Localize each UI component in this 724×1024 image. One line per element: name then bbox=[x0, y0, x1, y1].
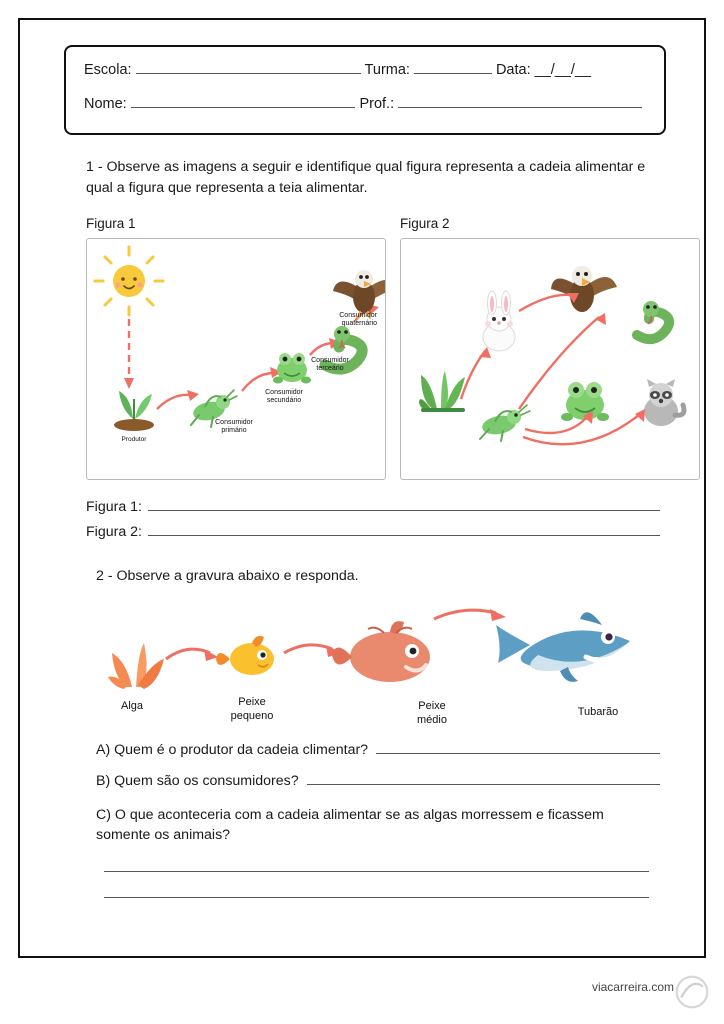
chain-label-tubarao: Tubarão bbox=[577, 705, 619, 718]
site-credit: viacarreira.com bbox=[591, 980, 674, 994]
question-2a-answer-line[interactable] bbox=[376, 741, 660, 754]
caption-secundario-l2: secundário bbox=[266, 397, 302, 405]
question-2a-row bbox=[96, 741, 666, 758]
figure-2-box bbox=[400, 238, 700, 480]
shark-icon bbox=[496, 612, 630, 682]
nome-input-line[interactable] bbox=[131, 95, 356, 108]
small-fish-icon bbox=[216, 636, 274, 675]
figura-1-answer-row bbox=[86, 498, 666, 515]
turma-input-line[interactable] bbox=[414, 61, 492, 74]
header-row-2 bbox=[84, 95, 646, 112]
prof-input-line[interactable] bbox=[398, 95, 642, 108]
eagle-icon-2 bbox=[551, 266, 617, 312]
prof-label: Prof.: bbox=[359, 96, 395, 112]
student-header-box bbox=[64, 45, 666, 135]
chain-label-peixe-pequeno-l2: pequeno bbox=[230, 709, 274, 722]
figura-2-answer-label: Figura 2: bbox=[86, 524, 142, 541]
chain-label-peixe-pequeno-l1: Peixe bbox=[238, 695, 266, 708]
figura-1-label: Figura 1 bbox=[86, 216, 136, 232]
figura-1-answer-label: Figura 1: bbox=[86, 499, 142, 516]
caption-terciario-l1: Consumidor bbox=[311, 357, 349, 365]
figure-2-illustration bbox=[401, 239, 699, 479]
plant-icon bbox=[114, 391, 154, 431]
escola-input-line[interactable] bbox=[136, 61, 361, 74]
rabbit-icon bbox=[483, 291, 515, 351]
question-2b-answer-line[interactable] bbox=[307, 772, 660, 785]
nome-label: Nome: bbox=[84, 96, 127, 112]
brand-logo-icon bbox=[674, 974, 710, 1010]
question-1-text: 1 - Observe as imagens a seguir e identifique qual figura representa a cadeia alimentar e qual a figura que representa a teia alimentar. bbox=[86, 159, 646, 196]
question-2c-answer-line-2[interactable] bbox=[104, 884, 649, 898]
question-2b-row bbox=[96, 772, 666, 789]
escola-label: Escola: bbox=[84, 62, 132, 78]
figure-1-box bbox=[86, 238, 386, 480]
grasshopper-icon-2 bbox=[480, 405, 530, 441]
figura-2-label: Figura 2 bbox=[400, 216, 450, 232]
question-2c-text: C) O que aconteceria com a cadeia alimentar se as algas morressem e ficassem somente os animais? bbox=[96, 806, 604, 844]
chain-label-peixe-medio-l2: médio bbox=[417, 713, 447, 726]
caption-quaternario-l2: quaternário bbox=[341, 320, 377, 328]
sun-icon bbox=[95, 247, 163, 315]
turma-label: Turma: bbox=[364, 62, 410, 78]
caption-primario-l1: Consumidor bbox=[215, 419, 253, 427]
figure-1-illustration bbox=[87, 239, 385, 479]
caption-produtor: Produtor bbox=[121, 436, 147, 444]
aquatic-food-chain bbox=[86, 597, 686, 727]
aquatic-chain-illustration bbox=[86, 597, 686, 727]
figura-2-answer-row bbox=[86, 523, 666, 540]
arrow-sun-to-plant bbox=[124, 319, 134, 389]
snake-icon-2 bbox=[637, 301, 669, 339]
figure-labels bbox=[86, 216, 680, 234]
question-2a-text: A) Quem é o produtor da cadeia climentar? bbox=[96, 741, 369, 758]
chain-label-peixe-medio-l1: Peixe bbox=[418, 699, 446, 712]
figures-row bbox=[86, 238, 680, 480]
chain-label-alga: Alga bbox=[120, 699, 144, 712]
arrow-peixe-medio-to-tubarao bbox=[434, 609, 506, 621]
frog-icon bbox=[273, 353, 311, 384]
arrow-alga-to-peixe-pequeno bbox=[166, 649, 218, 661]
worksheet-content bbox=[18, 18, 706, 958]
arrow-plant-to-grasshopper bbox=[157, 390, 199, 409]
header-row-1 bbox=[84, 61, 646, 78]
algae-icon bbox=[108, 643, 164, 689]
caption-primario-l2: primário bbox=[221, 427, 247, 435]
raccoon-icon bbox=[644, 379, 684, 426]
figura-2-answer-line[interactable] bbox=[148, 523, 660, 536]
question-2c-answer-line-1[interactable] bbox=[104, 858, 649, 872]
grass-icon bbox=[419, 371, 465, 412]
medium-fish-icon bbox=[332, 621, 430, 682]
question-2b-text: B) Quem são os consumidores? bbox=[96, 772, 299, 789]
figura-1-answer-line[interactable] bbox=[148, 498, 660, 511]
caption-terciario-l2: terceário bbox=[316, 365, 344, 373]
eagle-icon bbox=[333, 270, 385, 318]
question-2-text: 2 - Observe a gravura abaixo e responda. bbox=[96, 568, 359, 585]
caption-quaternario-l1: Consumidor bbox=[339, 312, 377, 320]
caption-secundario-l1: Consumidor bbox=[265, 389, 303, 397]
data-label[interactable]: Data: __/__/__ bbox=[495, 62, 592, 78]
